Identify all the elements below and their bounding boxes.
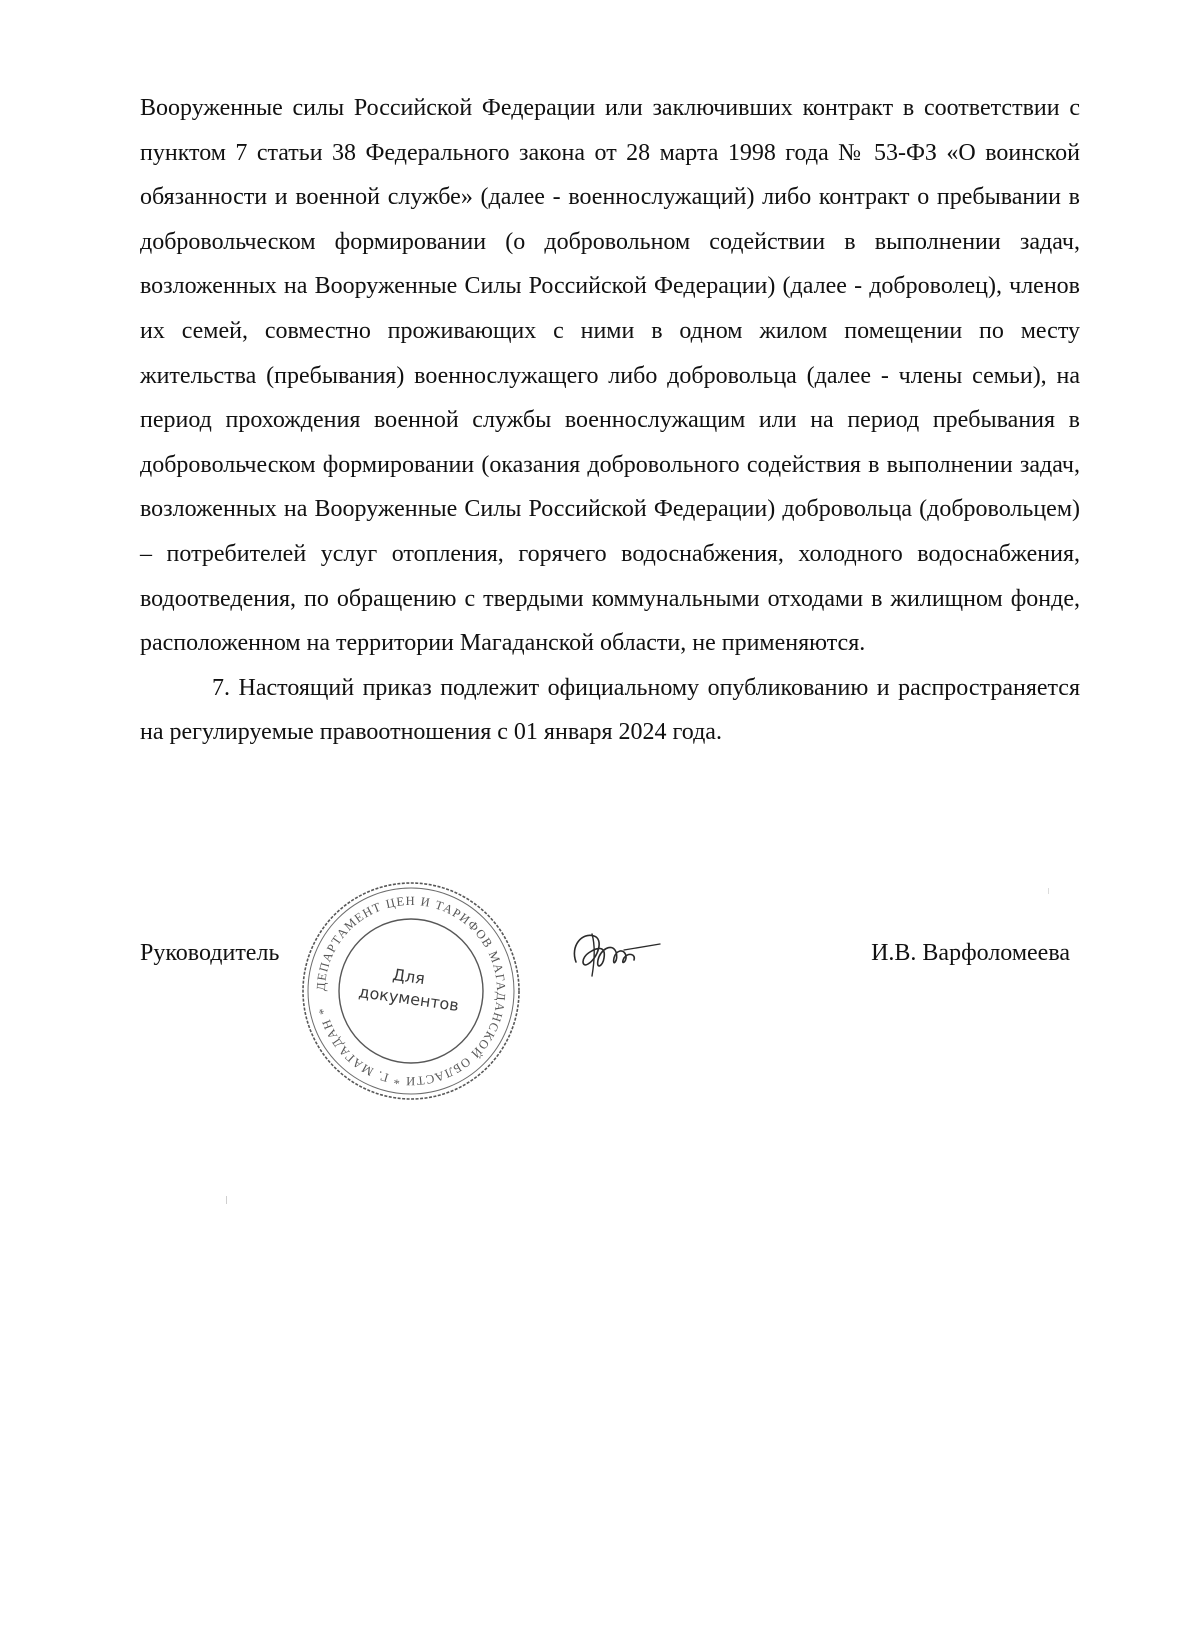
handwritten-signature bbox=[568, 924, 668, 984]
official-seal bbox=[296, 876, 526, 1106]
paragraph-continuation: Вооруженные силы Российской Федерации или заключивших контракт в соответствии с пунктом 7 статьи 38 Федерального закона от 28 марта 1998 года № 53-ФЗ «О воинской обязанности и военной службе» (далее - военнослужащий) либо контракт о пребывании в добровольческом формировании (о добровольном содействии в выполнении задач, возложенных на Вооруженные Силы Российской Федерации) (далее - доброволец), членов их семей, совместно проживающих с ними в одном жилом помещении по месту жительства (пребывания) военнослужащего либо добровольца (далее - члены семьи), на период прохождения военной службы военнослужащим или на период пребывания в добровольческом формировании (оказания добровольного содействия в выполнении задач, возложенных на Вооруженные Силы Российской Федерации) добровольца (добровольцем) – потребителей услуг отопления, горячего водоснабжения, холодного водоснабжения, водоотведения, по обращению с твердыми коммунальными отходами в жилищном фонде, расположенном на территории Магаданской области, не применяются. bbox=[140, 95, 1080, 657]
document-body bbox=[140, 86, 1080, 755]
paragraph-7: 7. Настоящий приказ подлежит официальному опубликованию и распространяется на регулируемые правоотношения с 01 января 2024 года. bbox=[140, 674, 1080, 746]
seal-center-line-2: документов bbox=[357, 982, 461, 1015]
signatory-title: Руководитель bbox=[140, 940, 280, 966]
signatory-name: И.В. Варфоломеева bbox=[871, 940, 1070, 966]
seal-center-line-1: Для bbox=[391, 964, 427, 989]
scan-artifact bbox=[226, 1196, 227, 1204]
scan-artifact bbox=[1048, 888, 1049, 894]
seal-ring-text: ДЕПАРТАМЕНТ ЦЕН И ТАРИФОВ МАГАДАНСКОЙ ОБЛАСТИ * Г. МАГАДАН * bbox=[313, 893, 509, 1089]
